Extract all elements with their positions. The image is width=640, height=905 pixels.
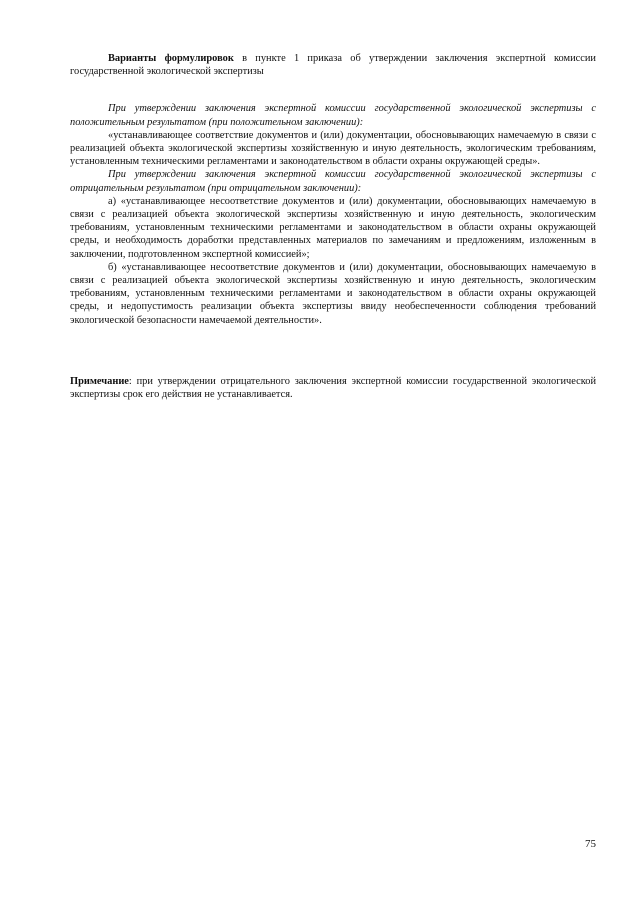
heading-text: в пункте 1 приказа об утверждении заключения экспертной комиссии государственной экологической экспертизы bbox=[70, 53, 596, 78]
positive-text: «устанавливающее соответствие документов и (или) документации, обосновывающих намечаемую в связи с реализацией объекта экологической экспертизы хозяйственную и иную деятельность, экологическим требованиям, установленным техническими регламентами и законодательством в области охраны окружающей среды». bbox=[70, 129, 596, 168]
negative-option-b: б) «устанавливающее несоответствие документов и (или) документации, обосновывающих намечаемую в связи с реализацией объекта экологической экспертизы хозяйственную и иную деятельность, экологическим требованиям, установленным техническими регламентами и законодательством в области охраны окружающей среды, и недопустимость реализации объекта экспертизы ввиду необеспеченности соблюдения требований экологической безопасности намечаемой деятельности». bbox=[70, 261, 596, 326]
negative-intro: При утверждении заключения экспертной комиссии государственной экологической экспертизы с отрицательным результатом (при отрицательном заключении): bbox=[70, 169, 596, 194]
note-label: Примечание bbox=[70, 375, 129, 387]
document-heading bbox=[70, 52, 596, 78]
negative-option-a: а) «устанавливающее несоответствие документов и (или) документации, обосновывающих намечаемую в связи с реализацией объекта экологической экспертизы хозяйственную и иную деятельность, экологическим требованиям, установленным техническими регламентами и законодательством в области охраны окружающей среды, и необходимость доработки представленных материалов по замечаниям и предложениям, изложенным в заключении, подготовленном экспертной комиссией»; bbox=[70, 195, 596, 260]
document-page bbox=[70, 52, 596, 401]
note-text: : при утверждении отрицательного заключения экспертной комиссии государственной экологической экспертизы срок его действия не устанавливается. bbox=[70, 375, 596, 401]
note-paragraph bbox=[70, 375, 596, 401]
heading-bold-text: Варианты формулировок bbox=[108, 53, 234, 64]
page-number: 75 bbox=[585, 838, 596, 850]
positive-intro: При утверждении заключения экспертной комиссии государственной экологической экспертизы с положительным результатом (при положительном заключении): bbox=[70, 103, 596, 128]
